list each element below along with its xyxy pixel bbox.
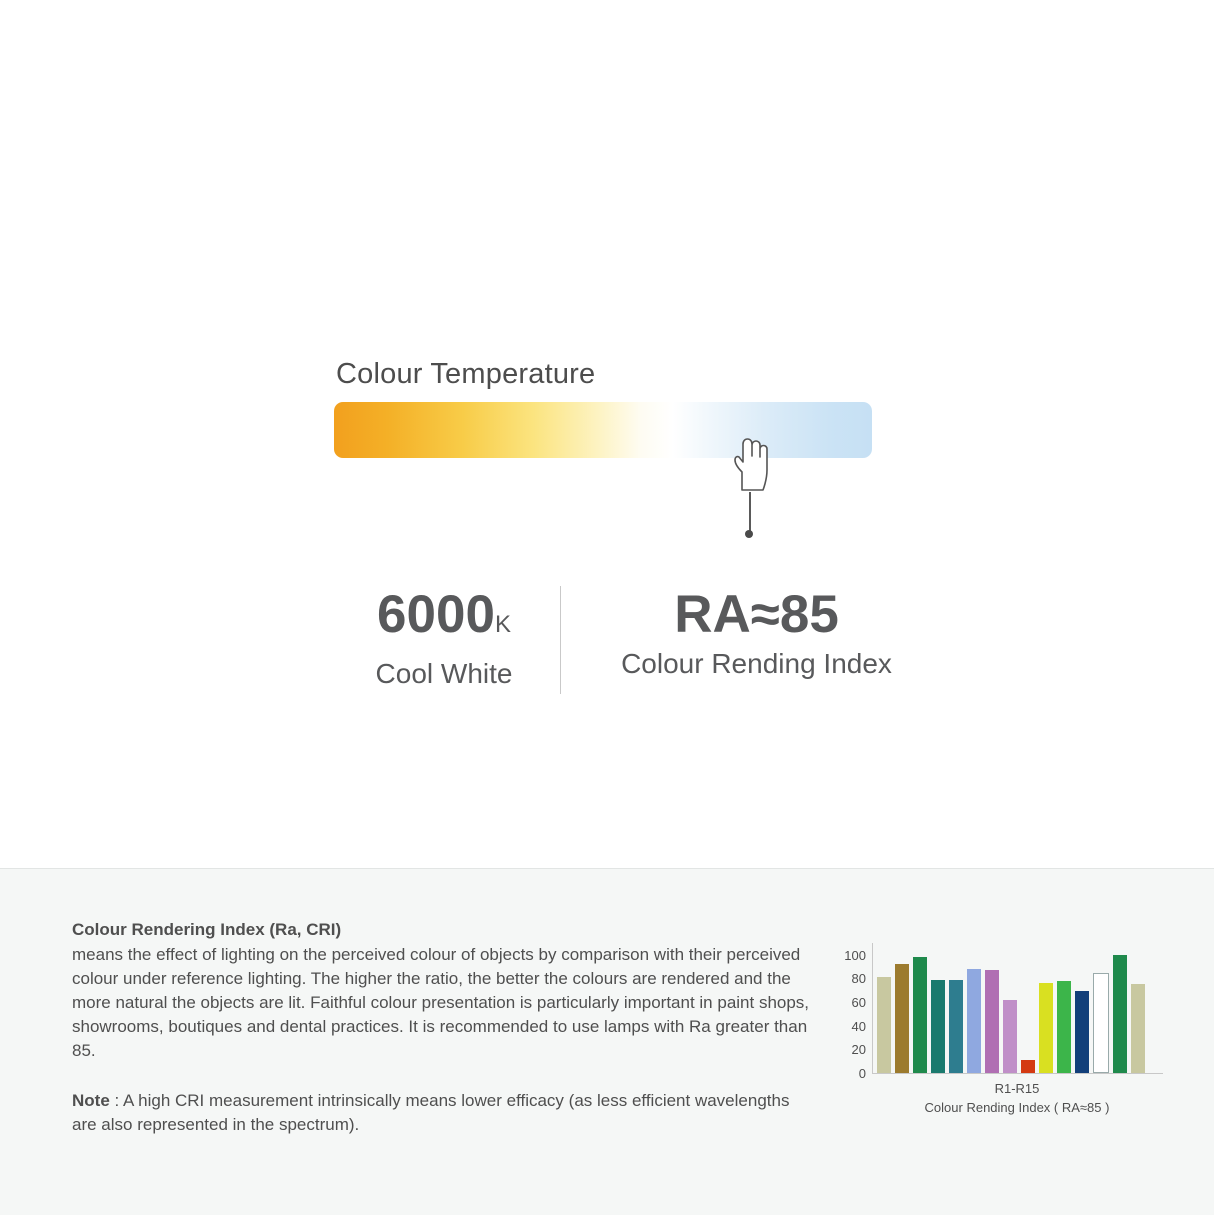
chart-bar xyxy=(967,969,981,1073)
ra-stat xyxy=(619,586,894,684)
pointing-hand-icon[interactable] xyxy=(728,432,772,492)
chart-bar xyxy=(1057,981,1071,1073)
chart-xlabel: R1-R15 xyxy=(994,1081,1040,1096)
chart-y-tick: 80 xyxy=(851,971,866,987)
stats-divider xyxy=(560,586,561,694)
chart-xlabel-secondary: Colour Rending Index ( RA≈85 ) xyxy=(924,1100,1110,1115)
cri-explanation-panel xyxy=(0,868,1214,1215)
pointer-dot xyxy=(745,530,753,538)
chart-bars xyxy=(877,943,1161,1073)
kelvin-value-wrap xyxy=(334,586,554,654)
chart-bar xyxy=(1113,955,1127,1073)
kelvin-value: 6000 xyxy=(377,585,495,644)
chart-bar xyxy=(1093,973,1109,1073)
pointer-stem xyxy=(749,492,751,532)
chart-bar xyxy=(1131,984,1145,1073)
colour-temperature-gradient-bar[interactable] xyxy=(334,402,872,458)
cri-bar-chart xyxy=(830,943,1170,1115)
chart-y-tick: 20 xyxy=(851,1042,866,1058)
chart-bar xyxy=(985,970,999,1073)
note-label: Note xyxy=(72,1091,110,1110)
ra-name: Colour Rending Index xyxy=(621,648,892,679)
cri-note xyxy=(72,1089,812,1137)
kelvin-name: Cool White xyxy=(375,658,513,689)
note-text: : A high CRI measurement intrinsically means lower efficacy (as less efficient wavelengths are also represented in the spectrum). xyxy=(72,1091,790,1134)
chart-bar xyxy=(1021,1060,1035,1073)
chart-bar xyxy=(1003,1000,1017,1073)
cri-body-text: means the effect of lighting on the perceived colour of objects by comparison with their perceived colour under reference lighting. The higher the ratio, the better the colours are rendered and the more natural the objects are lit. Faithful colour presentation is particularly important in paint shops, showrooms, boutiques and dental practices. It is recommended to use lamps with Ra greater than 85. xyxy=(72,945,810,1060)
chart-bar xyxy=(877,977,891,1073)
chart-y-tick: 0 xyxy=(858,1066,866,1081)
chart-y-tick-labels xyxy=(830,943,866,1081)
chart-caption xyxy=(872,1079,1162,1117)
ra-value: RA≈85 xyxy=(674,585,839,644)
kelvin-unit: K xyxy=(494,611,511,638)
colour-temperature-title: Colour Temperature xyxy=(336,358,596,390)
chart-bar xyxy=(913,957,927,1073)
chart-bar xyxy=(949,980,963,1073)
kelvin-stat xyxy=(334,586,554,694)
chart-bar xyxy=(1075,991,1089,1073)
chart-bar xyxy=(895,964,909,1073)
chart-y-tick: 60 xyxy=(851,995,866,1011)
cri-heading: Colour Rendering Index (Ra, CRI) xyxy=(72,920,342,939)
chart-y-tick: 40 xyxy=(851,1018,866,1034)
chart-plot-area xyxy=(872,943,1163,1074)
stats-row xyxy=(334,586,894,696)
chart-bar xyxy=(1039,983,1053,1073)
cri-text-column xyxy=(72,918,812,1154)
chart-y-tick: 100 xyxy=(844,947,866,963)
chart-bar xyxy=(931,980,945,1073)
